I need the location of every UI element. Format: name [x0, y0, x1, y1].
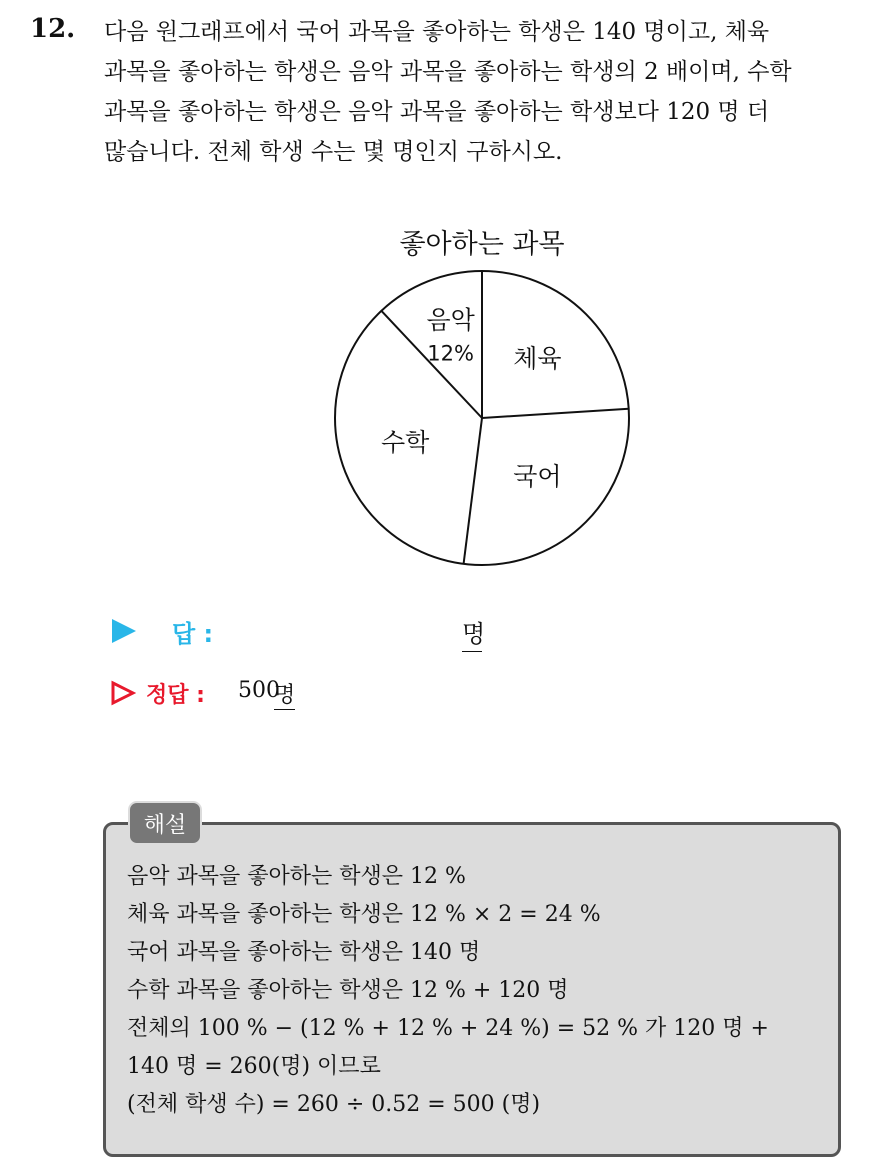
- correct-answer-unit: 명: [274, 678, 295, 710]
- question-number: 12.: [30, 14, 76, 44]
- pie-chart: [330, 268, 634, 572]
- outline-triangle-icon: [110, 680, 136, 706]
- question-line: 많습니다. 전체 학생 수는 몇 명인지 구하시오.: [104, 139, 563, 165]
- explanation-tag: 해설: [128, 801, 202, 845]
- pie-slice-label: 국어: [513, 461, 562, 491]
- question-line: 다음 원그래프에서 국어 과목을 좋아하는 학생은 140 명이고, 체육: [104, 19, 770, 45]
- answer-input[interactable]: 명: [462, 614, 482, 652]
- question-text: [104, 12, 864, 172]
- pie-slice-label: 체육: [513, 344, 562, 374]
- explanation-line: 수학 과목을 좋아하는 학생은 12 % + 120 명: [127, 978, 569, 1003]
- explanation-line: (전체 학생 수) = 260 ÷ 0.52 = 500 (명): [127, 1092, 541, 1117]
- explanation-line: 음악 과목을 좋아하는 학생은 12 %: [127, 864, 466, 889]
- play-triangle-icon: [112, 619, 136, 643]
- explanation-line: 140 명 = 260(명) 이므로: [127, 1054, 381, 1079]
- explanation-line: 체육 과목을 좋아하는 학생은 12 % × 2 = 24 %: [127, 902, 601, 927]
- explanation-line: 전체의 100 % − (12 % + 12 % + 24 %) = 52 % 가 120 명 +: [127, 1016, 769, 1041]
- correct-answer-row: [110, 676, 610, 712]
- question-line: 과목을 좋아하는 학생은 음악 과목을 좋아하는 학생의 2 배이며, 수학: [104, 59, 792, 85]
- explanation-body: [127, 858, 827, 1124]
- pie-slice-value-label: 12%: [427, 341, 474, 366]
- pie-slice-label: 음악: [426, 305, 475, 335]
- chart-title: 좋아하는 과목: [399, 229, 565, 260]
- answer-label: 답 :: [172, 620, 214, 648]
- pie-slice-label: 수학: [380, 427, 430, 457]
- explanation-line: 국어 과목을 좋아하는 학생은 140 명: [127, 940, 481, 965]
- question-line: 과목을 좋아하는 학생은 음악 과목을 좋아하는 학생보다 120 명 더: [104, 99, 770, 125]
- correct-answer-value: 500: [238, 678, 280, 703]
- correct-answer-label: 정답 :: [146, 683, 205, 708]
- answer-row: [112, 612, 612, 648]
